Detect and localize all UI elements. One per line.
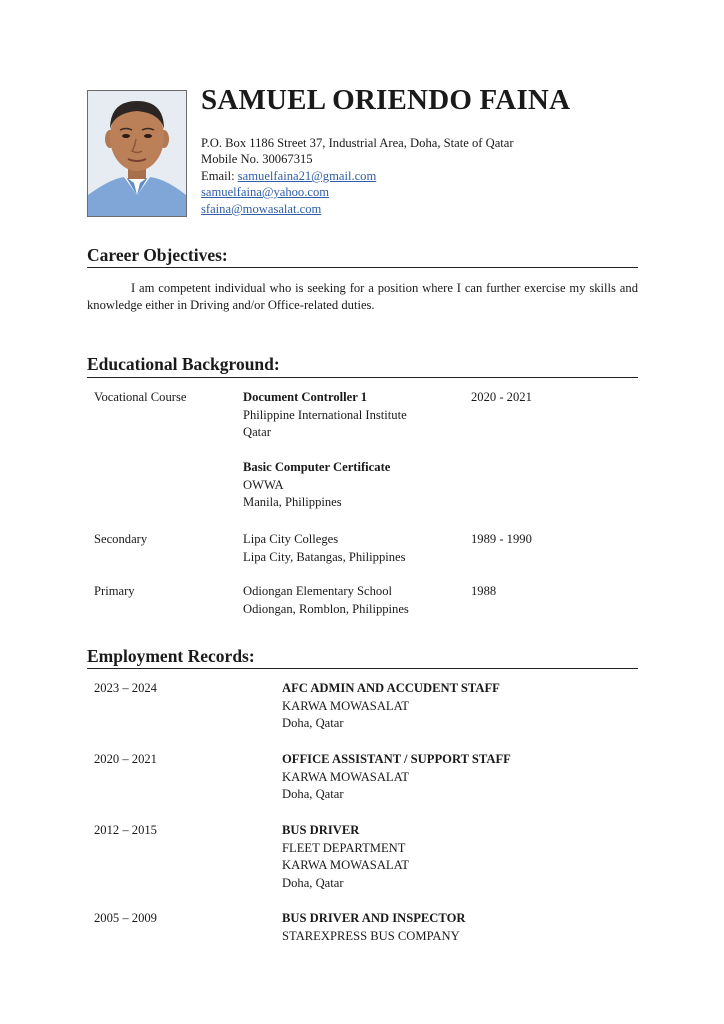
email-link-mowasalat[interactable]: sfaina@mowasalat.com [201,202,322,216]
mobile-line: Mobile No. 30067315 [201,152,313,166]
job-title: AFC ADMIN AND ACCUDENT STAFF [282,681,500,695]
employer: KARWA MOWASALAT [282,858,409,872]
employment-entry [282,910,465,945]
job-title: BUS DRIVER AND INSPECTOR [282,911,466,925]
employment-years: 2020 – 2021 [94,752,157,766]
career-objectives-heading: Career Objectives: [87,245,228,265]
education-years: 1989 - 1990 [471,532,532,546]
email-link-gmail[interactable]: samuelfaina21@gmail.com [237,169,377,183]
employer: KARWA MOWASALAT [282,698,409,713]
school-name: Odiongan Elementary School [243,584,392,598]
email-label: Email: [201,169,238,183]
email-line-3 [201,201,321,217]
school-name: Lipa City Colleges [243,532,339,546]
course-title: Basic Computer Certificate [243,460,391,474]
employment-entry [282,822,409,892]
location: Odiongan, Romblon, Philippines [243,601,409,616]
education-entry [243,459,390,512]
section-divider [87,668,638,669]
employment-years: 2005 – 2009 [94,911,157,925]
education-level: Secondary [94,532,148,546]
education-level: Primary [94,584,135,598]
location: Qatar [243,425,271,439]
education-years: 2020 - 2021 [471,390,532,404]
education-heading: Educational Background: [87,354,280,374]
address-line: P.O. Box 1186 Street 37, Industrial Area, Doha, State of Qatar [201,136,514,150]
section-divider [87,267,638,268]
employer: KARWA MOWASALAT [282,769,409,784]
job-location: Doha, Qatar [282,787,344,801]
education-entry [243,531,406,566]
candidate-name: SAMUEL ORIENDO FAINA [201,84,571,116]
location: Manila, Philippines [243,495,342,509]
profile-photo [87,90,187,217]
institution: Philippine International Institute [243,407,407,422]
education-entry [243,389,407,442]
employment-entry [282,751,511,804]
employment-heading: Employment Records: [87,646,255,666]
location: Lipa City, Batangas, Philippines [243,549,406,564]
email-line-2 [201,184,329,200]
institution: OWWA [243,477,284,492]
portrait-image [88,91,186,216]
education-entry [243,583,409,618]
employment-entry [282,680,500,733]
education-years: 1988 [471,584,497,598]
job-location: Doha, Qatar [282,716,344,730]
job-title: OFFICE ASSISTANT / SUPPORT STAFF [282,752,511,766]
employment-years: 2012 – 2015 [94,823,157,837]
employer: STAREXPRESS BUS COMPANY [282,928,460,943]
job-title: BUS DRIVER [282,823,360,837]
career-objective-text: I am competent individual who is seeking for a position where I can further exercise my skills and knowledge either in Driving and/or Office-related duties. [87,281,638,312]
email-link-yahoo[interactable]: samuelfaina@yahoo.com [201,185,330,199]
email-line [201,168,376,184]
course-title: Document Controller 1 [243,390,368,404]
employment-years: 2023 – 2024 [94,681,157,695]
job-location: Doha, Qatar [282,875,344,890]
section-divider [87,377,638,378]
education-level: Vocational Course [94,390,187,404]
department: FLEET DEPARTMENT [282,840,406,855]
